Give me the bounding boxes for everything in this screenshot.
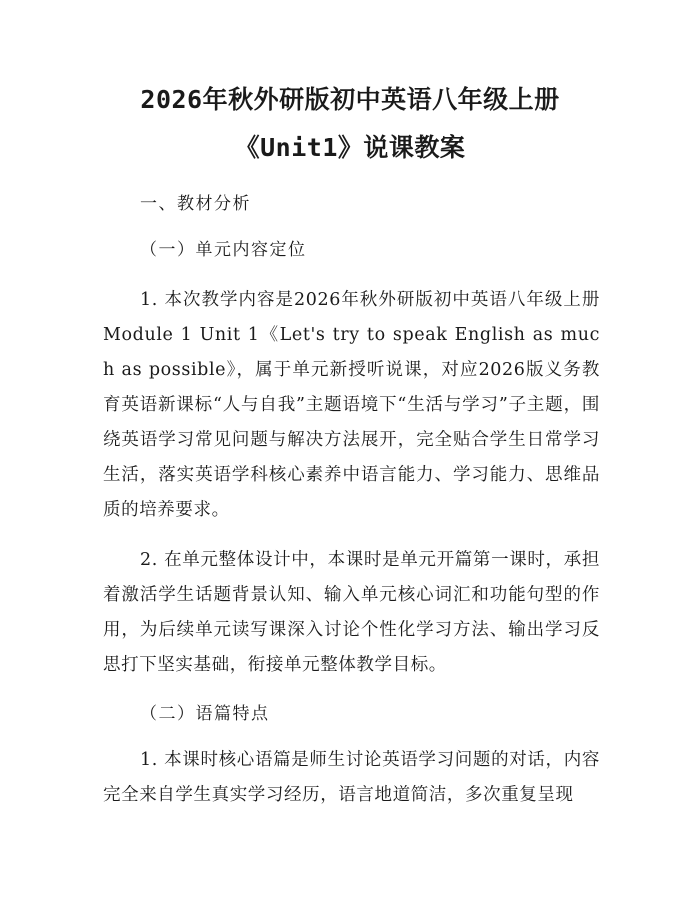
section-heading-textbook-analysis: 一、教材分析: [140, 194, 251, 214]
subsection-heading-text-features: （二）语篇特点: [140, 704, 270, 724]
document-title-line-2: 《Unit1》说课教案: [234, 133, 466, 162]
document-title-line-1: 2026年秋外研版初中英语八年级上册: [140, 85, 560, 114]
paragraph-unit-content: 1. 本次教学内容是2026年秋外研版初中英语八年级上册 Module 1 Unit 1《Let's try to speak English as much as possible》，属于单元新授听说课，对应2026版义务教育英语新课标“人与自我”主题语境下“生活与学习”子主题，围绕英语学习常见问题与解决方法展开，完全贴合学生日常学习生活，落实英语学科核心素养中语言能力、学习能力、思维品质的培养要求。: [103, 290, 600, 520]
paragraph-unit-design: 2. 在单元整体设计中，本课时是单元开篇第一课时，承担着激活学生话题背景认知、输入单元核心词汇和功能句型的作用，为后续单元读写课深入讨论个性化学习方法、输出学习反思打下坚实基础，衔接单元整体教学目标。: [103, 550, 600, 675]
paragraph-text-features: 1. 本课时核心语篇是师生讨论英语学习问题的对话，内容完全来自学生真实学习经历，语言地道简洁，多次重复呈现: [103, 750, 600, 805]
subsection-heading-unit-positioning: （一）单元内容定位: [140, 240, 307, 260]
